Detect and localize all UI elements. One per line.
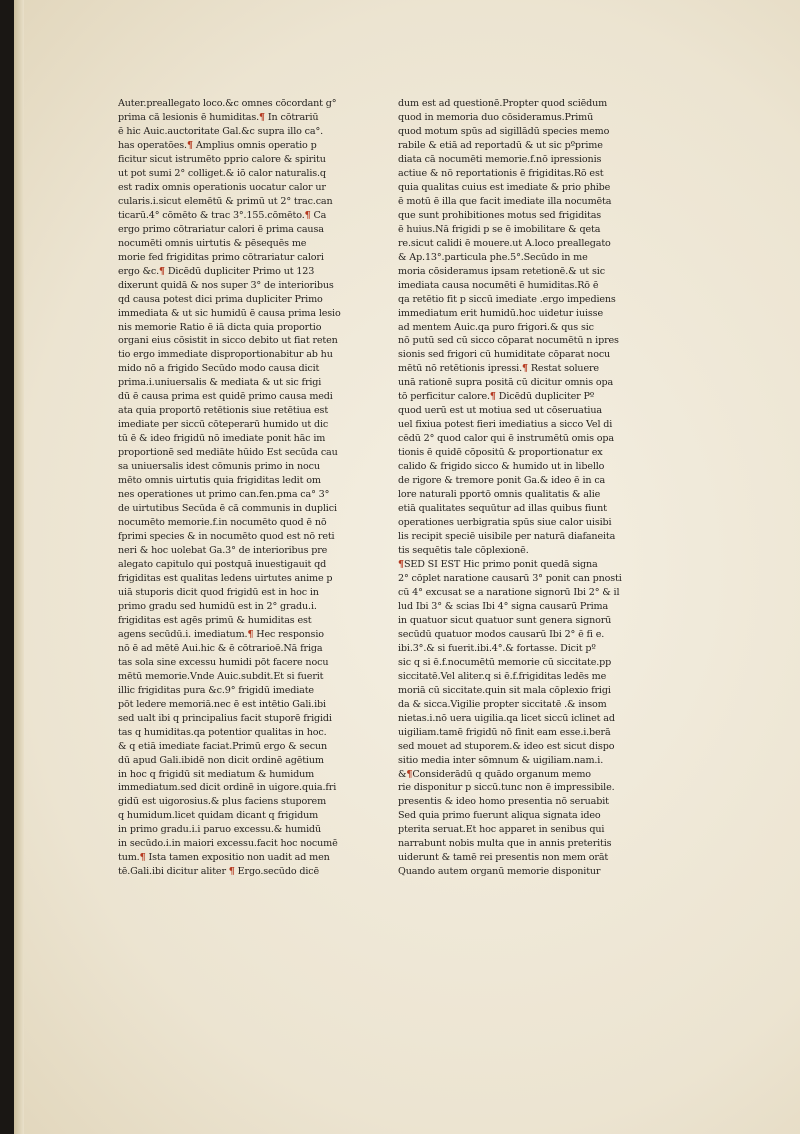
text-line: alegato capitulo qui postquā inuestigauit qd	[118, 558, 327, 570]
text-line: sa uniuersalis idest cōmunis primo in nocu	[118, 461, 320, 473]
text-line: primo gradu sed humidū est in 2° gradu.i.	[118, 600, 317, 612]
text-line: neri & hoc uolebat Ga.3° de interioribus pre	[118, 545, 328, 556]
rubric-mark: ¶	[521, 363, 528, 375]
text-line: tas sola sine excessu humidi pōt facere nocu	[118, 656, 329, 668]
text-line: calido & frigido sicco & humido ut in libello	[398, 461, 605, 473]
text-line: uigiliam.tamē frigidū nō finit eam esse.i.berā	[398, 726, 611, 738]
text-line: mēto omnis uirtutis quia frigiditas ledit om	[118, 475, 321, 487]
text-line: quod uerū est ut motiua sed ut cōseruatiua	[398, 405, 602, 417]
text-line: tō perficitur calore.¶ Dicēdū dupliciter Pº	[398, 391, 595, 403]
text-line: fprimi species & in nocumēto quod est nō reti	[118, 531, 335, 543]
text-line: immediatum erit humidū.hoc uidetur iuisse	[398, 307, 603, 319]
text-line: uiā stuporis dicit quod frigidū est in hoc in	[118, 586, 319, 598]
text-line: de rigore & tremore ponit Ga.& ideo ē in ca	[398, 475, 606, 487]
text-line: nō ē ad mētē Aui.hic & ē cōtrarioē.Nā friga	[118, 642, 323, 654]
text-line: morie fed frigiditas primo cōtrariatur calori	[118, 251, 324, 263]
text-line: ē motū ē illa que facit imediate illa nocumēta	[398, 195, 612, 207]
text-line: lore naturali pportō omnis qualitatis & alie	[398, 489, 601, 501]
rubric-mark: ¶	[489, 391, 496, 403]
text-line: unā rationē supra positā cū dicitur omnis opa	[398, 377, 614, 389]
text-line: rabile & etiā ad reportadū & ut sic pºprime	[398, 139, 603, 151]
text-line: moriā cū siccitate.quin sit mala cōplexio frigi	[398, 684, 611, 696]
rubric-mark: ¶	[139, 852, 146, 864]
text-line: ¶SED SI EST Hic primo ponit quedā signa	[398, 558, 598, 570]
text-line: sed mouet ad stuporem.& ideo est sicut dispo	[398, 740, 615, 752]
text-line: tis sequētis tale cōplexionē.	[398, 545, 529, 556]
text-line: pterita seruat.Et hoc apparet in senibus qui	[398, 824, 605, 836]
text-line: sionis sed frigori cū humiditate cōparat nocu	[398, 349, 611, 361]
text-line: 2° cōplet naratione causarū 3° ponit can pnosti	[398, 572, 622, 584]
text-line: ut pot sumi 2° colliget.& iō calor naturalis.q	[118, 167, 326, 179]
text-line: nietas.i.nō uera uigilia.qa licet siccū iclinet ad	[398, 712, 615, 724]
text-line: ergo primo cōtrariatur calori ē prima causa	[118, 223, 324, 235]
text-line: Auter.preallegato loco.&c omnes cōcordant g°	[118, 98, 337, 109]
text-line: ē hic Auic.auctoritate Gal.&c supra illo ca°.	[118, 125, 323, 137]
text-line: operationes uerbigratia spūs siue calor uisibi	[398, 517, 612, 529]
text-line: sitio media inter sōmnum & uigiliam.nam.i.	[398, 754, 604, 766]
text-line: in primo gradu.i.i paruo excessu.& humidū	[118, 824, 322, 836]
text-line: dū ē causa prima est quidē primo causa medi	[118, 391, 333, 403]
text-line: prima că lesionis ē humiditas.¶ In cōtrariū	[118, 111, 319, 123]
text-line: nis memorie Ratio ē iā dicta quia proportio	[118, 321, 322, 333]
text-line: agens secūdū.i. imediatum.¶ Hec responsio	[118, 628, 324, 640]
text-line: nocumēto memorie.f.in nocumēto quod ē nō	[118, 517, 327, 529]
text-line: frigiditas est agēs primū & humiditas est	[118, 614, 312, 626]
text-line: q humidum.licet quidam dicant q frigidum	[118, 810, 319, 822]
text-line: imediate per siccū cōteperarū humido ut dic	[118, 419, 329, 431]
rubric-mark: ¶	[159, 265, 165, 277]
text-line: qa retētio fit p siccū imediate .ergo impediens	[398, 293, 616, 305]
text-line: mētū nō retētionis ipressi.¶ Restat soluere	[398, 363, 599, 375]
text-line: diata cā nocumēti memorie.f.nō ipressionis	[398, 153, 602, 165]
text-line: etiā qualitates sequūtur ad illas quibus fiunt	[398, 503, 607, 515]
text-line: da & sicca.Vigilie propter siccitatē .& insom	[398, 698, 607, 710]
text-line: tionis ē quidē cōpositū & proportionatur ex	[398, 447, 603, 459]
text-line: lis recipit speciē uisibile per naturā diafaneita	[398, 531, 616, 543]
text-line: presentis & ideo homo presentia nō seruabit	[398, 796, 609, 808]
text-line: & Ap.13°.particula phe.5°.Secūdo in me	[398, 251, 588, 263]
text-line: pōt ledere memoriā.nec ē est intētio Gali.ibi	[118, 698, 326, 710]
text-line: uel fixiua potest fieri imediatius a sicco Vel di	[398, 419, 613, 431]
text-line: frigiditas est qualitas ledens uirtutes anime p	[118, 572, 333, 584]
text-line: est radix omnis operationis uocatur calor ur	[118, 181, 326, 193]
text-line: immediata & ut sic humidū ē causa prima lesio	[118, 307, 341, 319]
text-line: ata quia proportō retētionis siue retētiua est	[118, 405, 329, 417]
text-line: ē huius.Nā frigidi p se ē imobilitare & qeta	[398, 223, 601, 235]
rubric-mark: ¶	[186, 139, 193, 151]
text-line: prima.i.uniuersalis & mediata & ut sic frigi	[118, 377, 322, 389]
text-line: que sunt prohibitiones motus sed frigiditas	[398, 209, 602, 221]
text-line: dixerunt quidā & nos super 3° de interioribus	[118, 279, 334, 291]
text-line: imediata causa nocumēti ē humiditas.Rō ē	[398, 279, 599, 291]
rubric-mark: ¶	[228, 866, 235, 878]
text-line: cū 4° excusat se a naratione signorū Ibi 2° & il	[398, 586, 620, 598]
text-line: in quatuor sicut quatuor sunt genera signorū	[398, 614, 612, 626]
text-line: tio ergo immediate disproportionabitur ab hu	[118, 349, 333, 361]
text-line: lud Ibi 3° & scias Ibi 4° signa causarū Prima	[398, 600, 609, 612]
text-line: tas q humiditas.qa potentior qualitas in hoc.	[118, 726, 327, 738]
text-line: has operatōes.¶ Amplius omnis operatio p	[118, 139, 317, 151]
text-line: nes operationes ut primo can.fen.pma ca° 3°	[118, 489, 330, 501]
text-line: qd causa potest dici prima dupliciter Primo	[118, 293, 323, 305]
rubric-mark: ¶	[398, 558, 404, 570]
text-line: quod in memoria duo cōsideramus.Primū	[398, 111, 594, 123]
text-line: cēdū 2° quod calor qui ē instrumētū omis opa	[398, 433, 614, 445]
text-line: immediatum.sed dicit ordinē in uigore.quia.fri	[118, 782, 337, 794]
text-line: mētū memorie.Vnde Auic.subdit.Et si fuerit	[118, 670, 324, 682]
left-text-column	[118, 97, 352, 879]
text-line: actiue & nō reportationis ē frigiditas.Rō est	[398, 167, 604, 179]
text-line: tum.¶ Ista tamen expositio non uadit ad men	[118, 852, 330, 864]
text-line: in secūdo.i.in maiori excessu.facit hoc nocumē	[118, 838, 338, 850]
text-line: mido nō a frigido Secūdo modo causa dicit	[118, 363, 320, 375]
text-line: ergo &c.¶ Dicēdū dupliciter Primo ut 123	[118, 265, 315, 277]
text-line: proportionē sed mediāte hūido Est secūda cau	[118, 447, 338, 459]
text-line: quod motum spūs ad sigillādū species memo	[398, 125, 610, 137]
text-line: &¶Considerādū q quādo organum memo	[398, 768, 591, 780]
text-line: nocumēti omnis uirtutis & pēsequēs me	[118, 237, 307, 249]
rubric-mark: ¶	[247, 628, 254, 640]
text-line: & q etiā imediate faciat.Primū ergo & secun	[118, 740, 327, 752]
manuscript-page	[14, 0, 800, 1134]
text-line: illic frigiditas pura &c.9° frigidū imediate	[118, 684, 314, 696]
text-line: ficitur sicut istrumēto pprio calore & spiritu	[118, 153, 326, 165]
text-line: quia qualitas cuius est imediate & prio phibe	[398, 181, 611, 193]
text-line: ticarū.4° cōmēto & trac 3°.155.cōmēto.¶ Ca	[118, 209, 327, 221]
text-line: tē.Gali.ibi dicitur aliter ¶ Ergo.secūdo dicē	[118, 866, 320, 878]
text-line: secūdū quatuor modos causarū Ibi 2° ē fi e.	[398, 628, 605, 640]
text-line: tū ē & ideo frigidū nō imediate ponit hāc im	[118, 433, 326, 445]
text-line: dū apud Gali.ibidē non dicit ordinē agētium	[118, 754, 324, 766]
text-line: de uirtutibus Secūda ē că communis in duplici	[118, 503, 337, 515]
text-line: nō putū sed cū sicco cōparat nocumētū n ipres	[398, 335, 619, 347]
text-line: gidū est uigorosius.& plus faciens stuporem	[118, 796, 327, 808]
rubric-mark: ¶	[406, 768, 413, 780]
text-line: narrabunt nobis multa que in annis preteritis	[398, 838, 612, 850]
right-text-column	[398, 97, 632, 879]
page-gutter	[14, 0, 24, 1134]
rubric-mark: ¶	[259, 111, 266, 123]
text-line: sic q si ē.f.nocumētū memorie cū siccitate.pp	[398, 656, 612, 668]
text-line: re.sicut calidi ē mouere.ut A.loco preallegato	[398, 237, 611, 249]
text-line: rie disponitur p siccū.tunc non ē impressibile.	[398, 782, 615, 794]
text-line: siccitatē.Vel aliter.q si ē.f.frigiditas ledēs me	[398, 670, 607, 682]
text-line: uiderunt & tamē rei presentis non mem orāt	[398, 852, 609, 864]
text-line: in hoc q frigidū sit mediatum & humidum	[118, 768, 315, 780]
text-line: sed ualt ibi q principalius facit stuporē frigidi	[118, 712, 332, 724]
rubric-mark: ¶	[304, 209, 311, 221]
text-line: ad mentem Auic.qa puro frigori.& qus sic	[398, 321, 594, 333]
text-line: dum est ad questionē.Propter quod sciēdum	[398, 98, 608, 109]
text-line: cularis.i.sicut elemētū & primū ut 2° trac.can	[118, 195, 333, 207]
text-line: ibi.3°.& si fuerit.ibi.4°.& fortasse. Dicit pº	[398, 642, 596, 654]
text-line: Sed quia primo fuerunt aliqua signata ideo	[398, 810, 601, 822]
text-line: Quando autem organū memorie disponitur	[398, 866, 601, 878]
text-line: organi eius cōsistit in sicco debito ut fiat reten	[118, 335, 338, 347]
text-line: moria cōsideramus ipsam retetionē.& ut sic	[398, 265, 605, 277]
